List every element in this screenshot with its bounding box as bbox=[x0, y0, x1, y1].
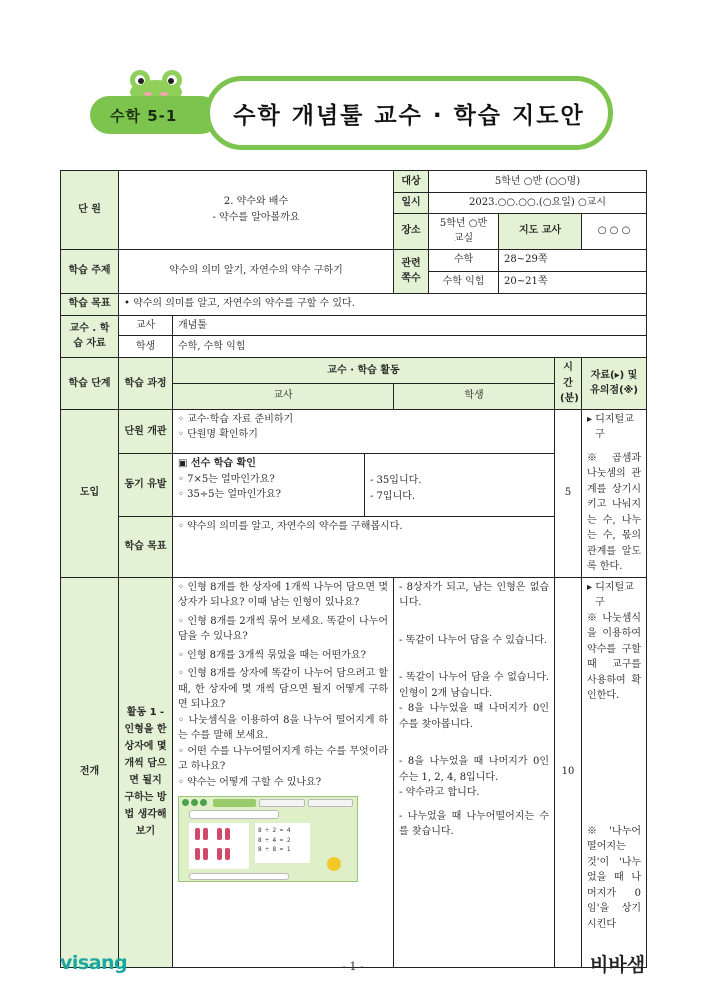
intro-process-goal: 학습 목표 bbox=[119, 516, 173, 577]
activity-student-header: 학생 bbox=[394, 383, 555, 409]
intro-overview-cell bbox=[173, 409, 555, 454]
motivation-q2: ◦ 35÷5는 얼마인가요? bbox=[178, 489, 282, 501]
screenshot-answer-bar bbox=[189, 873, 289, 880]
screenshot-tabs bbox=[213, 799, 353, 807]
dev-process: 활동 1 - 인형을 한 상자에 몇 개씩 담으면 될지 구하는 방법 생각해보기 bbox=[119, 577, 173, 967]
goal-value: • 약수의 의미를 알고, 자연수의 약수를 구할 수 있다. bbox=[119, 293, 647, 315]
dev-student-a6: - 약수라고 합니다. bbox=[399, 787, 480, 798]
visang-logo: visang bbox=[60, 952, 128, 974]
motivation-a2: - 7입니다. bbox=[370, 490, 416, 502]
dev-student-cell bbox=[394, 577, 555, 967]
materials-student-value: 수학, 수학 익힘 bbox=[173, 336, 647, 358]
dev-teacher-q6: ◦ 어떤 수를 나누어떨어지게 하는 수를 무엇이라고 하나요? bbox=[178, 745, 389, 772]
intro-note-1: ▸ 디지털교구 bbox=[587, 413, 634, 440]
datetime-value: 2023.○○.○○.(○요일) ○교시 bbox=[429, 193, 647, 214]
dev-student-a3: - 똑같이 나누어 담을 수 없습니다. 인형이 2개 남습니다. bbox=[399, 672, 550, 699]
overview-line-1: ◦ 교수·학습 자료 준비하기 bbox=[178, 413, 294, 425]
overview-line-2: ◦ 단원명 확인하기 bbox=[178, 429, 258, 440]
equation-panel bbox=[255, 823, 310, 863]
goal-label: 학습 목표 bbox=[61, 293, 119, 315]
dev-student-a7: - 나누었을 때 나누어떨어지는 수를 찾습니다. bbox=[399, 810, 550, 837]
lesson-plan-table bbox=[60, 170, 647, 968]
dev-teacher-q1: ◦ 인형 8개를 한 상자에 1개씩 나누어 담으면 몇 상자가 되나요? 이때 남는 인형이 있나요? bbox=[178, 581, 389, 608]
book-1: 수학 bbox=[429, 249, 499, 271]
notes-header: 자료(▸) 및 유의점(※) bbox=[582, 358, 647, 410]
topic-value: 약수의 의미 알기, 자연수의 약수 구하기 bbox=[119, 249, 394, 293]
book-2-pages: 20~21쪽 bbox=[499, 271, 647, 293]
dev-teacher-q5: ◦ 나눗셈식을 이용하여 8을 나누어 떨어지게 하는 수를 말해 보세요. bbox=[178, 714, 389, 741]
dev-note-3: ※ '나누어 떨어지는 것'이 '나누었을 때 나머지가 0임'을 상기시킨다 bbox=[587, 825, 642, 930]
screenshot-question-bar bbox=[189, 810, 279, 819]
equation-3: 8 ÷ 8 = 1 bbox=[258, 846, 291, 854]
intro-process-motivation: 동기 유발 bbox=[119, 454, 173, 517]
dev-teacher-q4: ◦ 인형 8개를 상자에 똑같이 나누어 담으려고 할 때, 한 상자에 몇 개씩 담으면 될지 어떻게 구하면 되나요? bbox=[178, 668, 389, 710]
grade-badge-text: 수학 5-1 bbox=[110, 106, 178, 125]
dev-time: 10 bbox=[555, 577, 582, 967]
textbook-screenshot bbox=[178, 796, 358, 882]
dev-stage: 전개 bbox=[61, 577, 119, 967]
teacher-value: ○ ○ ○ bbox=[582, 213, 647, 249]
intro-process-overview: 단원 개관 bbox=[119, 409, 173, 454]
title-banner bbox=[205, 76, 613, 150]
topic-label: 학습 주제 bbox=[61, 249, 119, 293]
dev-student-a1: - 8상자가 되고, 남는 인형은 없습니다. bbox=[399, 581, 550, 608]
dev-notes bbox=[582, 577, 647, 967]
materials-teacher-value: 개념툴 bbox=[173, 315, 647, 336]
dev-student-a5: - 8을 나누었을 때 나머지가 0인 수는 1, 2, 4, 8입니다. bbox=[399, 756, 550, 783]
intro-stage: 도입 bbox=[61, 409, 119, 577]
motivation-q1: ◦ 7×5는 얼마인가요? bbox=[178, 473, 275, 485]
target-label: 대상 bbox=[394, 171, 429, 193]
teacher-label: 지도 교사 bbox=[499, 213, 582, 249]
book-2: 수학 익힘 bbox=[429, 271, 499, 293]
page-number: - 1 - bbox=[342, 960, 364, 973]
chick-mascot-icon bbox=[327, 857, 341, 871]
dev-teacher-q3: ◦ 인형 8개를 3개씩 묶었을 때는 어떤가요? bbox=[178, 649, 366, 661]
datetime-label: 일시 bbox=[394, 193, 429, 214]
stage-header: 학습 단계 bbox=[61, 358, 119, 410]
materials-label: 교수 . 학습 자료 bbox=[61, 315, 119, 358]
page-header bbox=[0, 0, 706, 160]
time-header: 시간 (분) bbox=[555, 358, 582, 410]
dev-teacher-cell bbox=[173, 577, 394, 967]
place-value: 5학년 ○반 교실 bbox=[429, 213, 499, 249]
motivation-a1: - 35입니다. bbox=[370, 475, 422, 487]
prior-learning-heading: ▣ 선수 학습 확인 bbox=[178, 458, 256, 470]
activity-teacher-header: 교사 bbox=[173, 383, 394, 409]
page-title: 수학 개념툴 교수 · 학습 지도안 bbox=[233, 102, 585, 129]
dev-teacher-q2: ◦ 인형 8개를 2개씩 묶어 보세요. 똑같이 나누어 담을 수 있나요? bbox=[178, 615, 389, 642]
related-pages-label: 관련 쪽수 bbox=[394, 249, 429, 293]
intro-note-2: ※ 곱셈과 나눗셈의 관계를 상기시키고 나눠지는 수, 나누는 수, 몫의 관계를 알도록 한다. bbox=[587, 452, 642, 572]
motivation-teacher-cell bbox=[173, 454, 365, 517]
doll-grid bbox=[189, 823, 249, 869]
place-label: 장소 bbox=[394, 213, 429, 249]
materials-teacher-label: 교사 bbox=[119, 315, 173, 336]
motivation-student-cell bbox=[365, 454, 555, 517]
book-1-pages: 28~29쪽 bbox=[499, 249, 647, 271]
intro-goal-cell: ◦ 약수의 의미를 알고, 자연수의 약수를 구해봅시다. bbox=[173, 516, 555, 577]
unit-label: 단 원 bbox=[61, 171, 119, 250]
dev-teacher-q7: ◦ 약수는 어떻게 구할 수 있나요? bbox=[178, 776, 322, 788]
grade-badge bbox=[90, 96, 220, 134]
equation-2: 8 ÷ 4 = 2 bbox=[258, 836, 291, 844]
unit-cell bbox=[119, 171, 394, 250]
dev-student-a4: - 8을 나누었을 때 나머지가 0인 수를 찾아봅니다. bbox=[399, 703, 550, 730]
materials-student-label: 학생 bbox=[119, 336, 173, 358]
vivasam-logo: 비바샘 bbox=[590, 954, 646, 976]
process-header: 학습 과정 bbox=[119, 358, 173, 410]
activities-header: 교수 · 학습 활동 bbox=[173, 358, 555, 384]
intro-notes bbox=[582, 409, 647, 577]
dev-student-a2: - 똑같이 나누어 담을 수 있습니다. bbox=[399, 634, 548, 646]
nav-dots-icon bbox=[182, 799, 208, 807]
dev-note-2: ※ 나눗셈식을 이용하여 약수를 구할 때 교구를 사용하여 확인한다. bbox=[587, 612, 642, 701]
unit-subtitle: - 약수를 알아볼까요 bbox=[212, 211, 300, 223]
equation-1: 8 ÷ 2 = 4 bbox=[258, 827, 291, 834]
target-value: 5학년 ○반 (○○명) bbox=[429, 171, 647, 193]
dev-note-1: ▸ 디지털교구 bbox=[587, 581, 634, 608]
intro-time: 5 bbox=[555, 409, 582, 577]
unit-title: 2. 약수와 배수 bbox=[223, 196, 289, 208]
